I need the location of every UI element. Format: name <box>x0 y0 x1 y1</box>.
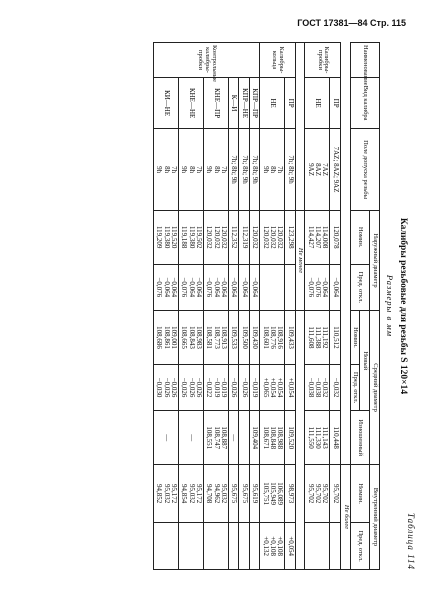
cell-vid: ПР <box>330 77 340 128</box>
col-inner: Внутренний диаметр <box>370 465 380 570</box>
cell-vid: КНЕ—НЕ <box>179 77 204 128</box>
cell-pole: 7h; 8h; 9h <box>285 129 295 211</box>
cell-outer-nom: 119,520 119,380 119,209 <box>154 210 179 264</box>
col-middle-nom: Номин. <box>350 311 360 365</box>
cell-outer-nom: 119,502 119,380 119,188 <box>179 210 204 264</box>
cell-inner-pred <box>239 523 249 570</box>
cell-mid-pred: −0,026 −0,026 −0,026 <box>179 364 204 411</box>
group-koltsa: Калибры-кольца <box>260 43 295 78</box>
cell-vid: НЕ <box>305 77 330 128</box>
cell-mid-pred: −0,019 <box>249 364 259 411</box>
cell-pole: 7AZ; 8AZ; 9AZ <box>330 129 340 211</box>
cell-pole: 7h 8h 9h <box>204 129 229 211</box>
table-title: Калибры резьбовые для резьбы S 120×14 <box>398 217 408 395</box>
group-kontr: Контрольные калибры-пробки <box>154 43 260 78</box>
col-middle-pred: Пред. откл. <box>350 364 360 411</box>
gauge-table <box>153 42 380 570</box>
cell-pole: 7h; 8h; 9h <box>249 129 259 211</box>
cell-outer-nom: 120,032 120,032 120,032 <box>204 210 229 264</box>
cell-mid-nom: 110,512 <box>330 311 340 365</box>
cell-outer-pred: −0,064 −0,076 −0,076 <box>305 264 330 311</box>
cell-worn: 108,988 108,848 108,671 <box>260 411 285 465</box>
cell-worn: — <box>179 411 204 465</box>
cell-worn <box>239 411 249 465</box>
cell-mid-nom: 109,500 <box>239 311 249 365</box>
cell-worn: 109,404 <box>249 411 259 465</box>
cell-mid-nom: 108,983 108,843 108,665 <box>179 311 204 365</box>
cell-vid: НЕ <box>260 77 285 128</box>
col-naim: Наименование <box>350 43 379 78</box>
cell-inner-nom: 95,032 94,962 94,708 <box>204 465 229 523</box>
cell-vid: КИ—НЕ <box>154 77 179 128</box>
cell-mid-nom: 109,001 108,861 108,686 <box>154 311 179 365</box>
col-new: Новый <box>360 311 370 411</box>
cell-worn: 109,520 <box>285 411 295 465</box>
cell-worn: — <box>229 411 239 465</box>
cell-outer-nom: 114,008 114,207 114,427 <box>305 210 330 264</box>
cell-outer-pred: −0,064 <box>229 264 239 311</box>
page-header: ГОСТ 17381—84 Стр. 115 <box>297 18 406 28</box>
cell-mid-pred: −0,026 <box>229 364 239 411</box>
cell-mid-nom: 111,192 111,388 111,608 <box>305 311 330 365</box>
cell-vid: ПР <box>285 77 295 128</box>
cell-worn: 110,448 <box>330 411 340 465</box>
col-pole: Поле допуска резьбы <box>350 129 379 211</box>
cell-worn: — <box>154 411 179 465</box>
ne-menee-note: Не менее <box>295 210 305 310</box>
col-inner-pred: Пред. откл. <box>350 523 370 570</box>
cell-inner-nom: 95,675 <box>239 465 249 523</box>
cell-outer-pred: −0,064 −0,064 −0,076 <box>204 264 229 311</box>
cell-mid-pred: −0,026 −0,026 −0,030 <box>154 364 179 411</box>
cell-vid: КПР—НЕ <box>239 77 249 128</box>
cell-mid-pred: +0,054 +0,054 +0,065 <box>260 364 285 411</box>
group-probki: Калибры-пробки <box>305 43 340 78</box>
table-row <box>330 43 340 570</box>
cell-mid-nom: 109,430 <box>249 311 259 365</box>
cell-pole: 7AZ 8AZ 9AZ <box>305 129 330 211</box>
cell-inner-pred <box>179 523 204 570</box>
table-row <box>229 43 239 570</box>
cell-inner-pred: +0,108 +0,108 +0,132 <box>260 523 285 570</box>
cell-inner-pred: +0,054 <box>285 523 295 570</box>
cell-outer-nom: 120,032 120,032 120,032 <box>260 210 285 264</box>
table-row <box>249 43 259 570</box>
table-row <box>204 43 229 570</box>
cell-mid-pred: −0,026 <box>239 364 249 411</box>
cell-outer-nom: 112,352 <box>229 210 239 264</box>
cell-worn: 111,143 111,330 111,550 <box>305 411 330 465</box>
table-row <box>305 43 330 570</box>
cell-inner-nom: 95,702 <box>330 465 340 523</box>
cell-pole: 7h 8h 9h <box>179 129 204 211</box>
cell-outer-pred <box>260 264 285 311</box>
cell-mid-nom: 109,533 <box>229 311 239 365</box>
cell-outer-nom: 120,032 <box>249 210 259 264</box>
cell-mid-nom: 109,433 <box>285 311 295 365</box>
cell-outer-pred <box>285 264 295 311</box>
table-row <box>285 43 295 570</box>
cell-outer-pred: −0,064 −0,064 −0,076 <box>179 264 204 311</box>
cell-vid: К—И <box>229 77 239 128</box>
ne-bolee-note: Не более <box>340 465 350 570</box>
cell-outer-pred: −0,064 <box>249 264 259 311</box>
cell-pole: 7h 8h 9h <box>154 129 179 211</box>
cell-inner-pred <box>249 523 259 570</box>
col-vid: Вид калибра <box>350 77 379 128</box>
cell-inner-pred <box>229 523 239 570</box>
cell-mid-pred: −0,019 −0,019 −0,022 <box>204 364 229 411</box>
table-number: Таблица 114 <box>406 512 416 570</box>
cell-mid-pred: +0,054 <box>285 364 295 411</box>
col-worn: Изношенный <box>350 411 370 465</box>
cell-inner-pred <box>154 523 179 570</box>
cell-pole: 7h; 8h; 9h <box>239 129 249 211</box>
table-row <box>260 43 285 570</box>
col-outer-pred: Пред. откл. <box>350 264 370 311</box>
units-subtitle: Размеры в мм <box>385 274 395 338</box>
cell-outer-nom: 112,319 <box>239 210 249 264</box>
cell-inner-pred <box>305 523 330 570</box>
cell-outer-pred: −0,064 <box>239 264 249 311</box>
cell-inner-nom: 95,702 95,702 95,702 <box>305 465 330 523</box>
cell-mid-nom: 108,916 108,776 108,601 <box>260 311 285 365</box>
rotated-page-content <box>43 36 418 576</box>
cell-pole: 7h; 8h; 9h <box>229 129 239 211</box>
cell-inner-nom: 106,089 105,949 105,751 <box>260 465 285 523</box>
table-row <box>239 43 249 570</box>
cell-outer-pred: −0,064 <box>330 264 340 311</box>
cell-inner-pred <box>330 523 340 570</box>
cell-mid-pred: −0,032 <box>330 364 340 411</box>
cell-inner-nom: 98,973 <box>285 465 295 523</box>
col-outer: Наружный диаметр <box>370 210 380 310</box>
cell-vid: КНЕ—ПР <box>204 77 229 128</box>
table-row <box>154 43 179 570</box>
cell-outer-pred: −0,064 −0,064 −0,076 <box>154 264 179 311</box>
cell-inner-pred <box>204 523 229 570</box>
cell-outer-nom: 120,078 <box>330 210 340 264</box>
cell-outer-nom: 123,298 <box>285 210 295 264</box>
cell-inner-nom: 95,675 <box>229 465 239 523</box>
table-row <box>179 43 204 570</box>
cell-worn: 108,887 108,747 108,551 <box>204 411 229 465</box>
cell-pole: 7h 8h 9h <box>260 129 285 211</box>
cell-mid-nom: 108,913 108,773 108,581 <box>204 311 229 365</box>
cell-vid: КПР—ПР <box>249 77 259 128</box>
col-middle: Средний диаметр <box>370 311 380 465</box>
cell-mid-pred: −0,032 −0,038 −0,038 <box>305 364 330 411</box>
cell-inner-nom: 95,172 95,032 94,852 <box>154 465 179 523</box>
cell-inner-nom: 95,619 <box>249 465 259 523</box>
col-inner-nom: Номин. <box>350 465 370 523</box>
col-outer-nom: Номин. <box>350 210 370 264</box>
cell-inner-nom: 95,172 95,032 94,854 <box>179 465 204 523</box>
